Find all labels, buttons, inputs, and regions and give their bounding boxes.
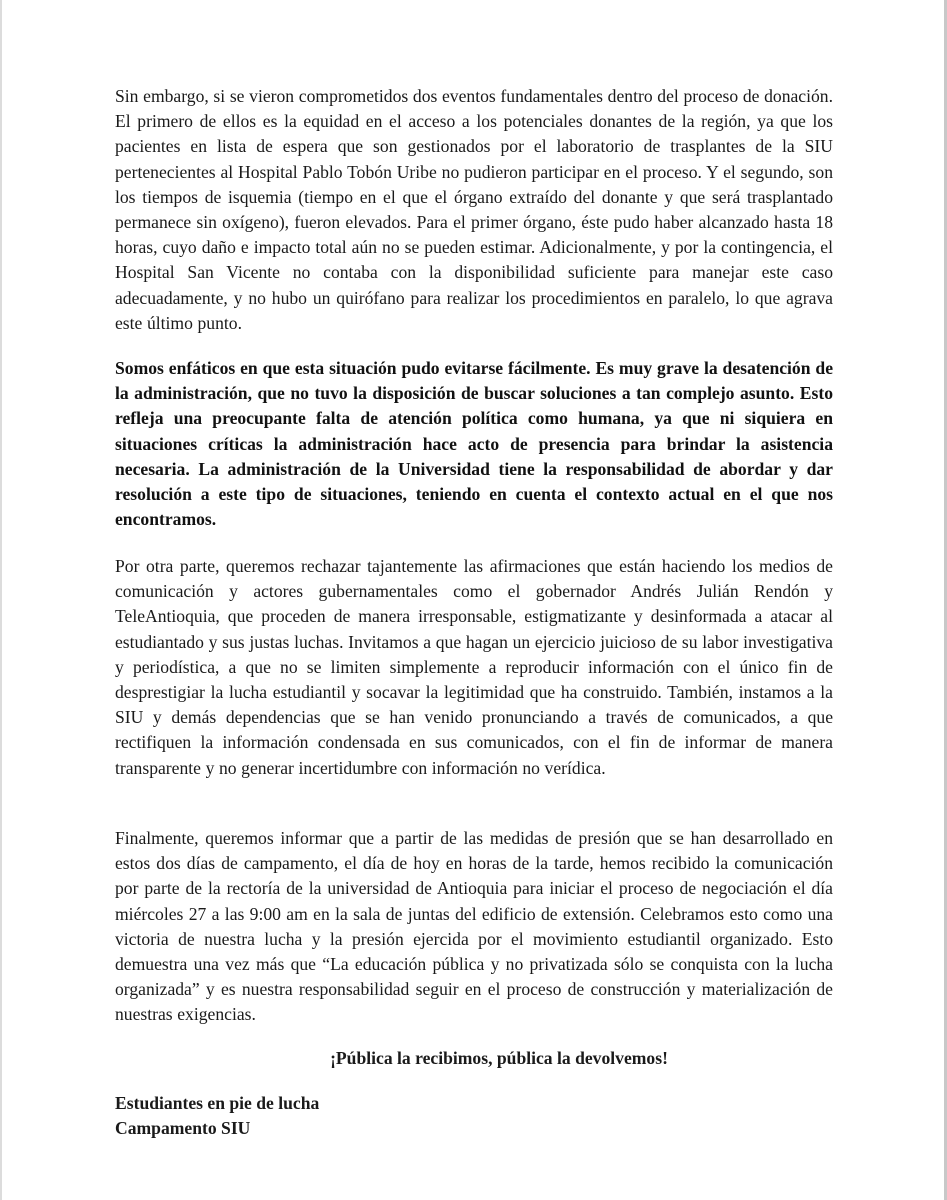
paragraph-administration-criticism: Somos enfáticos en que esta situación pudo evitarse fácilmente. Es muy grave la desatención de la administración, que no tuvo la disposición de buscar soluciones a tan complejo asunto. Esto refleja una preocupante falta de atención política como humana, ya que ni siquiera en situaciones críticas la administración hace acto de presencia para brindar la asistencia necesaria. La administración de la Universidad tiene la responsabilidad de abordar y dar resolución a este tipo de situaciones, teniendo en cuenta el contexto actual en el que nos encontramos. [115,358,833,530]
paragraph-negotiation-announcement: Finalmente, queremos informar que a partir de las medidas de presión que se han desarrollado en estos dos días de campamento, el día de hoy en horas de la tarde, hemos recibido la comunicación por parte de la rectoría de la universidad de Antioquia para iniciar el proceso de negociación el día miércoles 27 a las 9:00 am en la sala de juntas del edificio de extensión. Celebramos esto como una victoria de nuestra lucha y la presión ejercida por el movimiento estudiantil organizado. Esto demuestra una vez más que “La educación pública y no privatizada sólo se conquista con la lucha organizada” y es nuestra responsabilidad seguir en el proceso de construcción y materialización de nuestras exigencias. [115,828,833,1025]
paragraph-spacer [115,336,833,356]
document-page [115,84,833,1141]
paragraph-spacer [115,1026,833,1046]
paragraph-spacer [115,534,833,554]
signature-line-2: Campamento SIU [115,1118,251,1138]
page-left-edge [0,0,2,1200]
paragraph-spacer [115,806,833,826]
signature-line-1: Estudiantes en pie de lucha [115,1093,320,1113]
paragraph-donation-events: Sin embargo, si se vieron comprometidos dos eventos fundamentales dentro del proceso de donación. El primero de ellos es la equidad en el acceso a los potenciales donantes de la región, ya que los pacientes en lista de espera que son gestionados por el laboratorio de trasplantes de la SIU pertenecientes al Hospital Pablo Tobón Uribe no pudieron participar en el proceso. Y el segundo, son los tiempos de isquemia (tiempo en el que el órgano extraído del donante y que será trasplantado permanece sin oxígeno), fueron elevados. Para el primer órgano, éste pudo haber alcanzado hasta 18 horas, cuyo daño e impacto total aún no se pueden estimar. Adicionalmente, y por la contingencia, el Hospital San Vicente no contaba con la disponibilidad suficiente para manejar este caso adecuadamente, y no hubo un quirófano para realizar los procedimientos en paralelo, lo que agrava este último punto. [115,86,833,333]
closing-slogan: ¡Pública la recibimos, pública la devolvemos! [330,1048,668,1068]
paragraph-media-rejection: Por otra parte, queremos rechazar tajantemente las afirmaciones que están haciendo los medios de comunicación y actores gubernamentales como el gobernador Andrés Julián Rendón y TeleAntioquia, que proceden de manera irresponsable, estigmatizante y desinformada a atacar al estudiantado y sus justas luchas. Invitamos a que hagan un ejercicio juicioso de su labor investigativa y periodística, a que no se limiten simplemente a reproducir información con el único fin de desprestigiar la lucha estudiantil y socavar la legitimidad que ha construido. También, instamos a la SIU y demás dependencias que se han venido pronunciando a través de comunicados, a que rectifiquen la información condensada en sus comunicados, con el fin de informar de manera transparente y no generar incertidumbre con información no verídica. [115,556,833,778]
paragraph-spacer [115,1071,833,1091]
